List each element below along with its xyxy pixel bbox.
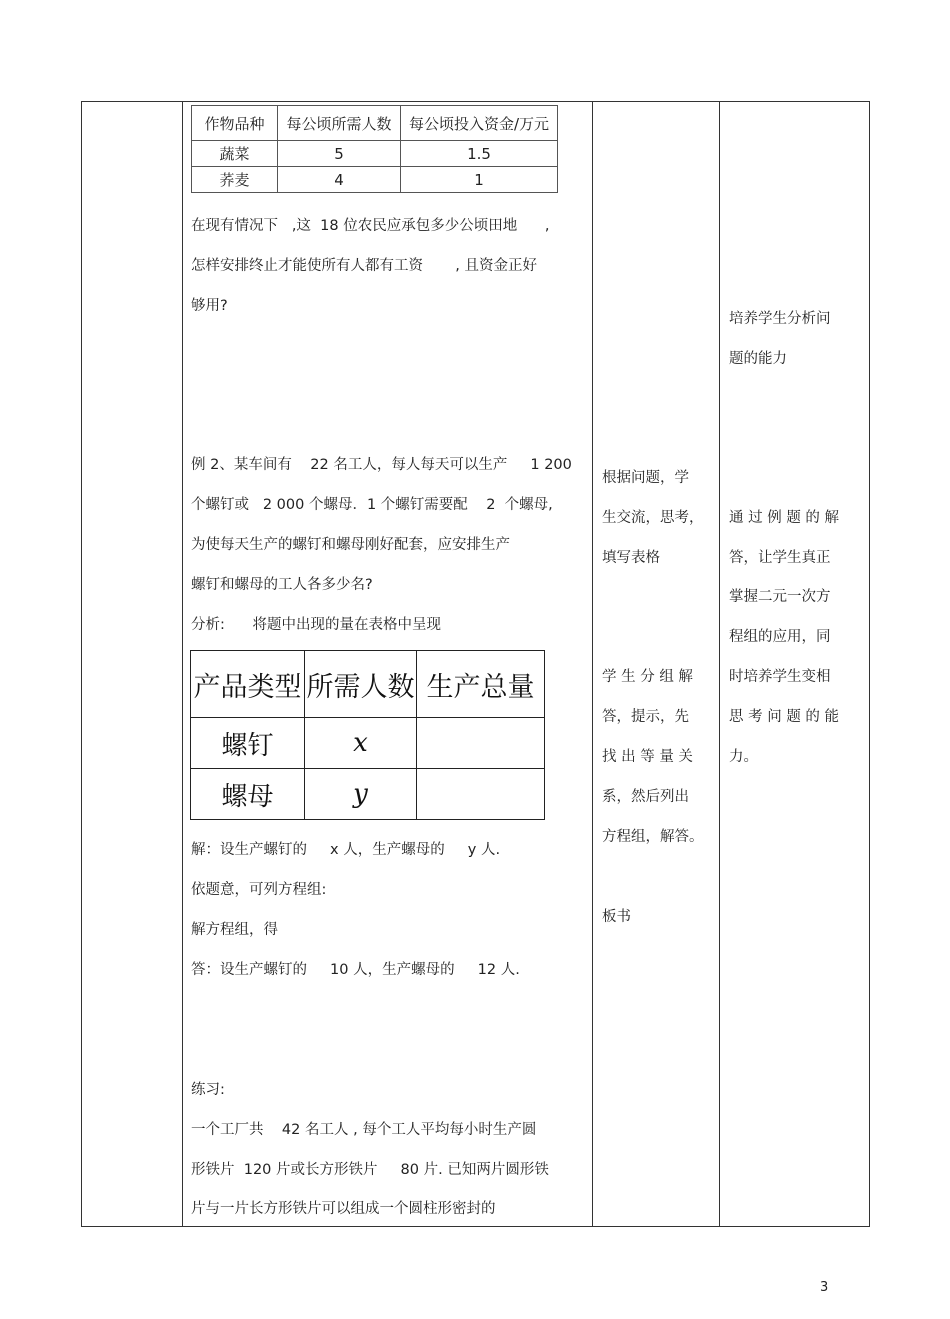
product-table-header: 产品类型 — [191, 651, 305, 718]
problem1-line: 够用? — [191, 298, 228, 314]
goal2-line: 时培养学生变相 — [729, 669, 831, 685]
product-table-cell: 螺钉 — [191, 718, 305, 769]
solution-line: 依题意，可列方程组: — [191, 882, 327, 898]
crop-table-cell: 蔬菜 — [192, 141, 278, 167]
product-table-header: 所需人数 — [305, 651, 417, 718]
goal2-line: 答，让学生真正 — [729, 550, 831, 566]
crop-table-cell: 1.5 — [401, 141, 558, 167]
product-table-cell — [417, 769, 545, 820]
student-activity2-line: 方程组，解答。 — [602, 829, 704, 845]
practice-line: 片与一片长方形铁片可以组成一个圆柱形密封的 — [191, 1201, 496, 1217]
product-table-cell: x — [305, 718, 417, 769]
crop-table-cell: 4 — [278, 167, 401, 193]
crop-table-cell: 5 — [278, 141, 401, 167]
crop-table-header: 每公顷投入资金/万元 — [401, 106, 558, 141]
goal1-line: 题的能力 — [729, 351, 787, 367]
example2-line: 为使每天生产的螺钉和螺母刚好配套，应安排生产 — [191, 537, 510, 553]
column-divider-1 — [182, 101, 183, 1227]
student-activity-line: 填写表格 — [602, 550, 660, 566]
goal2-line: 掌握二元一次方 — [729, 589, 831, 605]
column-divider-2 — [592, 101, 593, 1227]
problem1-line: 在现有情况下 ,这 18 位农民应承包多少公顷田地 , — [191, 218, 550, 234]
example2-line: 螺钉和螺母的工人各多少名? — [191, 577, 373, 593]
practice-line: 练习: — [191, 1082, 225, 1098]
practice-line: 形铁片 120 片或长方形铁片 80 片. 已知两片圆形铁 — [191, 1162, 549, 1178]
student-activity2-line: 找 出 等 量 关 — [602, 749, 693, 765]
student-activity2-line: 学 生 分 组 解 — [602, 669, 693, 685]
product-table-cell — [417, 718, 545, 769]
student-activity2-line: 答，提示，先 — [602, 709, 689, 725]
goal2-line: 思 考 问 题 的 能 — [729, 709, 840, 725]
product-table-header: 生产总量 — [417, 651, 545, 718]
crop-table — [191, 105, 558, 193]
example2-line: 例 2、某车间有 22 名工人，每人每天可以生产 1 200 — [191, 457, 572, 473]
student-activity-line: 生交流，思考， — [602, 510, 704, 526]
product-table-cell: y — [305, 769, 417, 820]
goal2-line: 力。 — [729, 749, 758, 765]
crop-table-header: 每公顷所需人数 — [278, 106, 401, 141]
student-activity2-line: 系，然后列出 — [602, 789, 689, 805]
goal2-line: 通 过 例 题 的 解 — [729, 510, 840, 526]
goal1-line: 培养学生分析问 — [729, 311, 831, 327]
analysis-line: 分析: 将题中出现的量在表格中呈现 — [191, 617, 442, 633]
solution-line: 答：设生产螺钉的 10 人，生产螺母的 12 人. — [191, 962, 520, 978]
solution-line: 解：设生产螺钉的 x 人，生产螺母的 y 人. — [191, 842, 501, 858]
product-table-cell: 螺母 — [191, 769, 305, 820]
crop-table-cell: 1 — [401, 167, 558, 193]
solution-line: 解方程组，得 — [191, 922, 278, 938]
page-number: 3 — [820, 1280, 829, 1295]
crop-table-header: 作物品种 — [192, 106, 278, 141]
problem1-line: 怎样安排终止才能使所有人都有工资 , 且资金正好 — [191, 258, 537, 274]
example2-line: 个螺钉或 2 000 个螺母．1 个螺钉需要配 2 个螺母, — [191, 497, 553, 513]
practice-line: 一个工厂共 42 名工人 , 每个工人平均每小时生产圆 — [191, 1122, 537, 1138]
product-table — [190, 650, 545, 820]
goal2-line: 程组的应用，同 — [729, 629, 831, 645]
crop-table-cell: 荞麦 — [192, 167, 278, 193]
board-label: 板书 — [602, 909, 631, 925]
student-activity-line: 根据问题，学 — [602, 470, 689, 486]
column-divider-3 — [719, 101, 720, 1227]
